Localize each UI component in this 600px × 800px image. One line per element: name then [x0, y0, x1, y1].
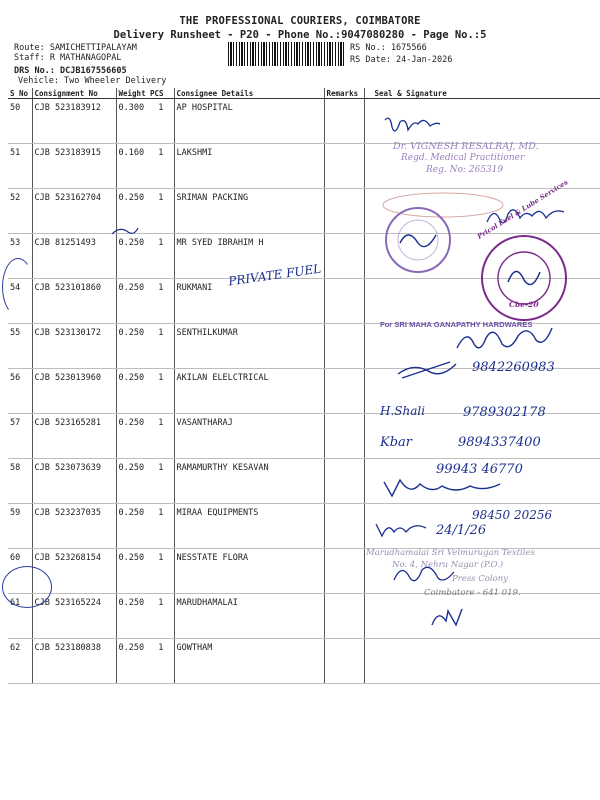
weight-cell: 0.300: [116, 99, 148, 144]
table-row: [8, 99, 600, 144]
table-row: [8, 324, 600, 369]
drs-text: DRS No.: DCJB167556605: [14, 66, 127, 76]
sign-name-row-58: H.Shali: [380, 404, 426, 418]
doctor-stamp-title: Regd. Medical Practitioner: [401, 153, 525, 163]
table-row: [8, 234, 600, 279]
weight-cell: 0.250: [116, 504, 148, 549]
pcs-cell: 1: [148, 549, 174, 594]
consignee-cell: MARUDHAMALAI: [174, 594, 324, 639]
doctor-stamp-name: Dr. VIGNESH RESALRAJ, MD.: [393, 141, 539, 152]
consignment-cell: CJB 523165224: [32, 594, 116, 639]
sno-cell: 62: [8, 639, 32, 684]
weight-cell: 0.250: [116, 189, 148, 234]
consignment-cell: CJB 523013960: [32, 369, 116, 414]
consignee-cell: RUKMANI: [174, 279, 324, 324]
date-row-60: 24/1/26: [436, 523, 487, 538]
sno-cell: 56: [8, 369, 32, 414]
weight-cell: 0.250: [116, 549, 148, 594]
col-sno: S No: [8, 88, 32, 99]
col-pcs: PCS: [148, 88, 174, 99]
pcs-cell: 1: [148, 639, 174, 684]
seal-cell: [364, 324, 600, 369]
sno-cell: 50: [8, 99, 32, 144]
table-row: [8, 549, 600, 594]
col-remarks: Remarks: [324, 88, 364, 99]
consignee-cell: MR SYED IBRAHIM H: [174, 234, 324, 279]
pcs-cell: 1: [148, 144, 174, 189]
table-row: [8, 279, 600, 324]
consignee-cell: SENTHILKUMAR: [174, 324, 324, 369]
consignment-cell: CJB 523101860: [32, 279, 116, 324]
table-row: [8, 639, 600, 684]
col-weight: Weight: [116, 88, 148, 99]
col-seal: Seal & Signature: [364, 88, 600, 99]
weight-cell: 0.160: [116, 144, 148, 189]
pcs-cell: 1: [148, 189, 174, 234]
seal-cell: [364, 594, 600, 639]
seal-cell: [364, 189, 600, 234]
consignee-cell: RAMAMURTHY KESAVAN: [174, 459, 324, 504]
col-consignment: Consignment No: [32, 88, 116, 99]
remark-row-54: PRIVATE FUEL: [227, 261, 322, 289]
weight-cell: 0.250: [116, 594, 148, 639]
table-row: [8, 144, 600, 189]
consignment-cell: CJB 523268154: [32, 549, 116, 594]
remarks-cell: [324, 504, 364, 549]
consignment-cell: CJB 523180838: [32, 639, 116, 684]
sno-cell: 57: [8, 414, 32, 459]
consignee-cell: AP HOSPITAL: [174, 99, 324, 144]
textiles-stamp-4: Coimbatore - 641 019.: [424, 588, 521, 598]
sno-cell: 51: [8, 144, 32, 189]
page-subtitle: Delivery Runsheet - P20 - Phone No.:9047080280 - Page No.:5: [113, 29, 487, 41]
consignee-cell: AKILAN ELELCTRICAL: [174, 369, 324, 414]
remarks-cell: [324, 144, 364, 189]
seal-cell: [364, 369, 600, 414]
hardwares-stamp: For SRI MAHA GANAPATHY HARDWARES: [380, 320, 533, 329]
phone-row-57: 9842260983: [472, 360, 555, 375]
pcs-cell: 1: [148, 504, 174, 549]
phone-row-59: 99943 46770: [436, 462, 523, 477]
fuel-station-city: Cbe-20: [509, 300, 539, 309]
seal-cell: [364, 549, 600, 594]
circle-mark-row-62: [2, 566, 52, 608]
rs-no-text: RS No.: 1675566: [350, 43, 427, 53]
table-row: [8, 414, 600, 459]
remarks-cell: [324, 459, 364, 504]
staff-text: Staff: R MATHANAGOPAL: [14, 53, 122, 63]
weight-cell: 0.250: [116, 369, 148, 414]
doctor-stamp-reg: Reg. No: 265319: [426, 165, 504, 175]
consignment-cell: CJB 523073639: [32, 459, 116, 504]
weight-cell: 0.250: [116, 324, 148, 369]
consignment-cell: CJB 523165281: [32, 414, 116, 459]
consignment-cell: CJB 523183912: [32, 99, 116, 144]
remarks-cell: [324, 594, 364, 639]
phone-row-58: 9789302178: [463, 405, 546, 420]
seal-cell: [364, 99, 600, 144]
barcode: [228, 42, 346, 66]
rs-date-text: RS Date: 24-Jan-2026: [350, 55, 453, 65]
pcs-cell: 1: [148, 459, 174, 504]
remarks-cell: [324, 639, 364, 684]
vehicle-text: Vehicle: Two Wheeler Delivery: [18, 76, 167, 86]
circle-mark-row-54: [2, 258, 34, 316]
sno-cell: 54: [8, 279, 32, 324]
pcs-cell: 1: [148, 324, 174, 369]
weight-cell: 0.250: [116, 234, 148, 279]
sign-name-row-58b: Kbar: [380, 435, 412, 450]
weight-cell: 0.250: [116, 459, 148, 504]
consignee-cell: LAKSHMI: [174, 144, 324, 189]
consignment-cell: CJB 523183915: [32, 144, 116, 189]
remarks-cell: [324, 324, 364, 369]
route-text: Route: SAMICHETTIPALAYAM: [14, 43, 137, 53]
textiles-stamp-3: Press Colony: [452, 574, 508, 584]
page-title: THE PROFESSIONAL COURIERS, COIMBATORE: [179, 15, 421, 27]
sno-cell: 53: [8, 234, 32, 279]
weight-cell: 0.250: [116, 279, 148, 324]
pcs-cell: 1: [148, 234, 174, 279]
sno-cell: 61: [8, 594, 32, 639]
pcs-cell: 1: [148, 279, 174, 324]
consignee-cell: NESSTATE FLORA: [174, 549, 324, 594]
remarks-cell: [324, 99, 364, 144]
weight-cell: 0.250: [116, 639, 148, 684]
remarks-cell: [324, 234, 364, 279]
textiles-stamp-1: Marudhamalai Sri Velmurugan Textiles: [366, 548, 535, 558]
fuel-station-name: Pricol Fuel & Lube Services: [476, 178, 570, 241]
consignment-cell: CJB 523237035: [32, 504, 116, 549]
consignment-cell: CJB 523130172: [32, 324, 116, 369]
seal-cell: [364, 414, 600, 459]
remarks-cell: [324, 189, 364, 234]
sno-cell: 60: [8, 549, 32, 594]
consignee-cell: SRIMAN PACKING: [174, 189, 324, 234]
sno-cell: 59: [8, 504, 32, 549]
seal-cell: [364, 279, 600, 324]
seal-cell: [364, 234, 600, 279]
remarks-cell: [324, 279, 364, 324]
remarks-cell: [324, 369, 364, 414]
consignment-cell: CJB 523162704: [32, 189, 116, 234]
col-consignee: Consignee Details: [174, 88, 324, 99]
weight-cell: 0.250: [116, 414, 148, 459]
table-header: [8, 88, 600, 99]
table-row: [8, 369, 600, 414]
remarks-cell: [324, 549, 364, 594]
table-row: [8, 594, 600, 639]
table-row: [8, 459, 600, 504]
table-row: [8, 189, 600, 234]
pcs-cell: 1: [148, 594, 174, 639]
consignment-cell: CJB 81251493: [32, 234, 116, 279]
textiles-stamp-2: No. 4, Nehru Nagar (P.O.): [392, 560, 504, 570]
pcs-cell: 1: [148, 99, 174, 144]
pcs-cell: 1: [148, 369, 174, 414]
phone-row-58b: 9894337400: [458, 435, 541, 450]
pcs-cell: 1: [148, 414, 174, 459]
seal-cell: [364, 144, 600, 189]
sno-cell: 52: [8, 189, 32, 234]
table-row: [8, 504, 600, 549]
consignee-cell: GOWTHAM: [174, 639, 324, 684]
phone-row-60: 98450 20256: [472, 508, 553, 522]
seal-cell: [364, 459, 600, 504]
sno-cell: 58: [8, 459, 32, 504]
seal-cell: [364, 639, 600, 684]
sno-cell: 55: [8, 324, 32, 369]
runsheet-table: [8, 88, 600, 653]
consignee-cell: MIRAA EQUIPMENTS: [174, 504, 324, 549]
consignee-cell: VASANTHARAJ: [174, 414, 324, 459]
remarks-cell: [324, 414, 364, 459]
seal-cell: [364, 504, 600, 549]
